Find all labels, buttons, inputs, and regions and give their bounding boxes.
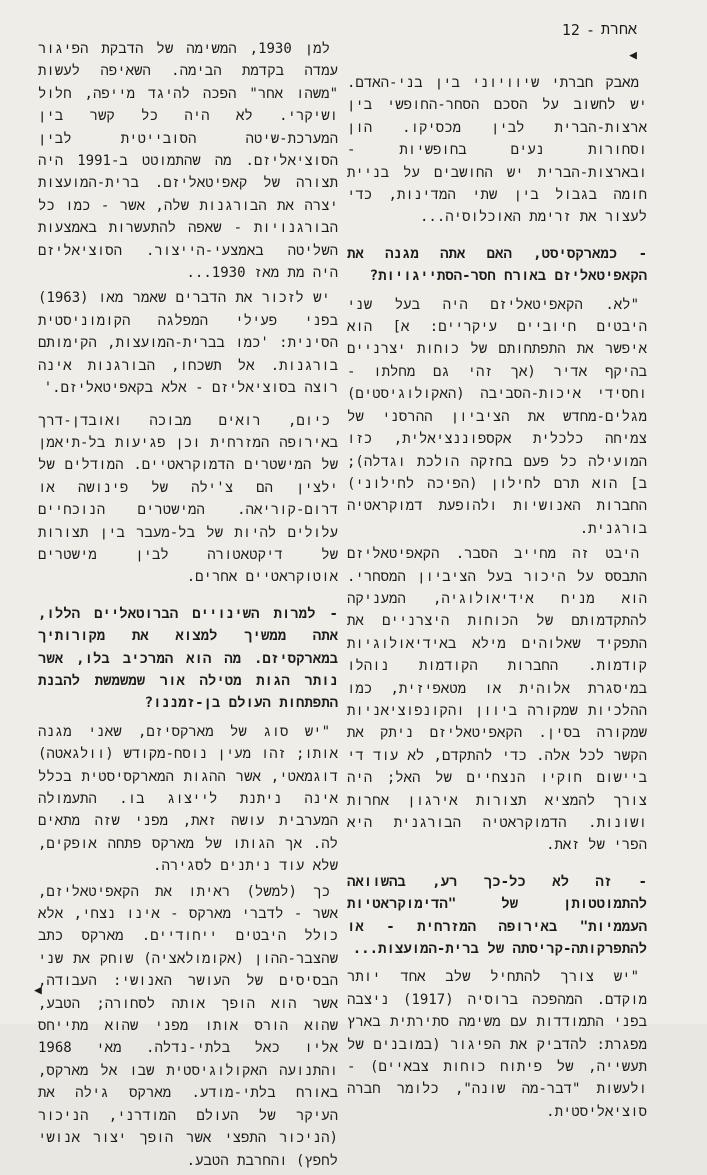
paragraph: יש לזכור את הדברים שאמר מאו (1963) בפני פעילי המפלגה הקומוניסטית הסינית: 'כמו בברית-המועצות, הקימותם בורגנות. אל תשכחו, הבורגנות אינה רוצה בסוציאליזם - אלא בקאפיטאליזם.'	[38, 290, 338, 397]
paragraph: היבט זה מחייב הסבר. הקאפיטאליזם התבסס על היכור בעל הציביון המסחרי. הוא מניח אידיאולוגיה, המעניקה להתקדמותם של הכוחות היצרניים את התפקיד שאלוהים מילא באידיאולוגיות קודמות. החברות הקודמות נוהלו במיסגרת אלוהית או מטאפיזית, כמו ההלכיות שמקורה ביוון והקונפוציאניות שמקורה בסין. הקאפיטאליזם ניתק את הקשר לכל אלה. כדי להתקדם, לא עוד די ביישום חוקיו הנצחיים של האל; היה צורך להמציא תצורות אירגון אחרות ושונות. הדמוקראטיה הבורגנית היא הפרי של זאת.	[347, 546, 647, 854]
section-title: אחרת	[600, 20, 637, 38]
paragraph: מאבק חברתי שיוויוני בין בני-האדם. יש לחשוב על הסכם הסחר-החופשי בין ארצות-הברית לבין מכסיקו. הון וסחורות נעים בחופשיות - ובארצות-הברית יש החושבים על בניית חומה בגבול בין שתי המדינות, כדי לעצור את זרימת האוכלוסיה...	[347, 75, 647, 226]
interview-question: - זה לא כל-כך רע, בהשוואה להתמוטטותן של "הדימוקראטיות העממיות" באירופה המזרחית - או להתפרקותה-קריסתה של ברית-המועצות...	[347, 873, 647, 958]
interview-question: - למרות השינויים הברוטאליים הללו, אתה ממשיך למצוא את מקורותיך במארקסיזם. מה הוא המרכיב בלו, אשר נותר הגות מטילה אור שמשמשת להבנת התפתחות העולם בן-זמננו?	[38, 605, 338, 712]
triangle-left-icon: ◀	[34, 983, 42, 998]
paragraph: למן 1930, המשימה של הדבקת הפיגור עמדה בקדמת הבימה. השאיפה לעשות "משהו אחר" הפכה להיגד מייפה, חלול ושיקרי. לא היה כל קשר בין המערכת-שיטה הסובייטית לבין הסוציאליזם. מה שהתמוטט ב-1991 היה תצורה של קאפיטאליזם. ברית-המועצות יצרה את הבורגנות שלה, אשר - כמו כל הבורגנויות - שאפה להתעשרות באמצעות השליטה באמצעי-הייצור. הסוציאליזם היה מת מאז 1930...	[38, 41, 338, 282]
paragraph: "יש סוג של מארקסיזם, שאני מגנה אותו; זהו מעין נוסח-מקודש (וולגאטה) דוגמאטי, אשר ההגות המארקסיסטית בכלל אינה ניתנת לייצוג בו. התעמולה המערבית עושה זאת, מפני שזה מתאים לה. אך הגותו של מארקס פתחה אופקים, שלא עוד ניתנים לסגירה.	[38, 723, 338, 875]
triangle-left-icon: ◀	[629, 48, 637, 63]
interview-question: - כמארקסיסט, האם אתה מגנה את הקאפיטאליזם באורח חסר-הסתייגויות?	[347, 245, 647, 285]
paragraph: "לא. הקאפיטאליזם היה בעל שני היבטים חיוביים עיקריים: א] הוא איפשר את התפתחותם של כוחות יצרניים בהיקף אדיר (אך זהי גם מחלתו - וחסידי איכות-הסביבה (האקולוגיסטים) מגלים-מחדש את הציביון ההרסני של צמיחה כלכלית אקספוננציאלית, כזו המועילה כל פעם בחזקה הולכת וגדלה); ב] הוא תרם לחילון (הפיכה לחילוני) החברות האנושיות ולהופעת דמוקראטיה בורגנית.	[347, 296, 647, 537]
paragraph: כיום, רואים מבוכה ואובדן-דרך באירופה המזרחית וכן פגיעות בל-תיאמן של המישטרים הדמוקראטיים. המודלים של ילצין הם צ'ילה של פינושה או דרום-קוריאה. המישטרים הנוכחיים עלולים להיות של בל-מעבר בין תצורות של דיקטאטורה לבין מישטרים אוטוקראטיים אחרים.	[38, 412, 338, 586]
left-column	[38, 38, 338, 1175]
right-column	[347, 72, 647, 1126]
header-dash: -	[585, 20, 595, 39]
paragraph: כך (למשל) ראיתו את הקאפיטאליזם, אשר - לדברי מארקס - אינו נצחי, אלא כולל היבטים ייחודיים. מארקס כתב שהצבר-ההון (אקומולאציה) שוחק את שני הבסיסים של העושר האנושי: העבודה, אשר הוא הופך אותה לסחורה; הטבע, שהוא הורס אותו מפני שהוא מתייחס אליו כאל בלתי-נדלה. מאי 1968 והתנועה האקולוגיסטית שבו אל מארקס, באורח בלתי-מודע. מארקס גילה את העיקר של העולם המודרני, הניכור (הניכור התפצי אשר הופך יצור אנושי לחפץ) והחרבת הטבע.	[38, 883, 338, 1169]
page-number: 12	[561, 20, 580, 39]
page-header	[562, 20, 637, 39]
paragraph: "יש צורך להתחיל שלב אחד יותר מוקדם. המהפכה ברוסיה (1917) ניצבה בפני התמודדות עם משימה סתירתית בארץ מפגרת: להדביק את הפיגור (במובנים של תעשייה, של פיתוח כוחות צבאיים) - ולעשות "דבר-מה שונה", כלומר חברה סוציאליסטית.	[347, 969, 647, 1120]
